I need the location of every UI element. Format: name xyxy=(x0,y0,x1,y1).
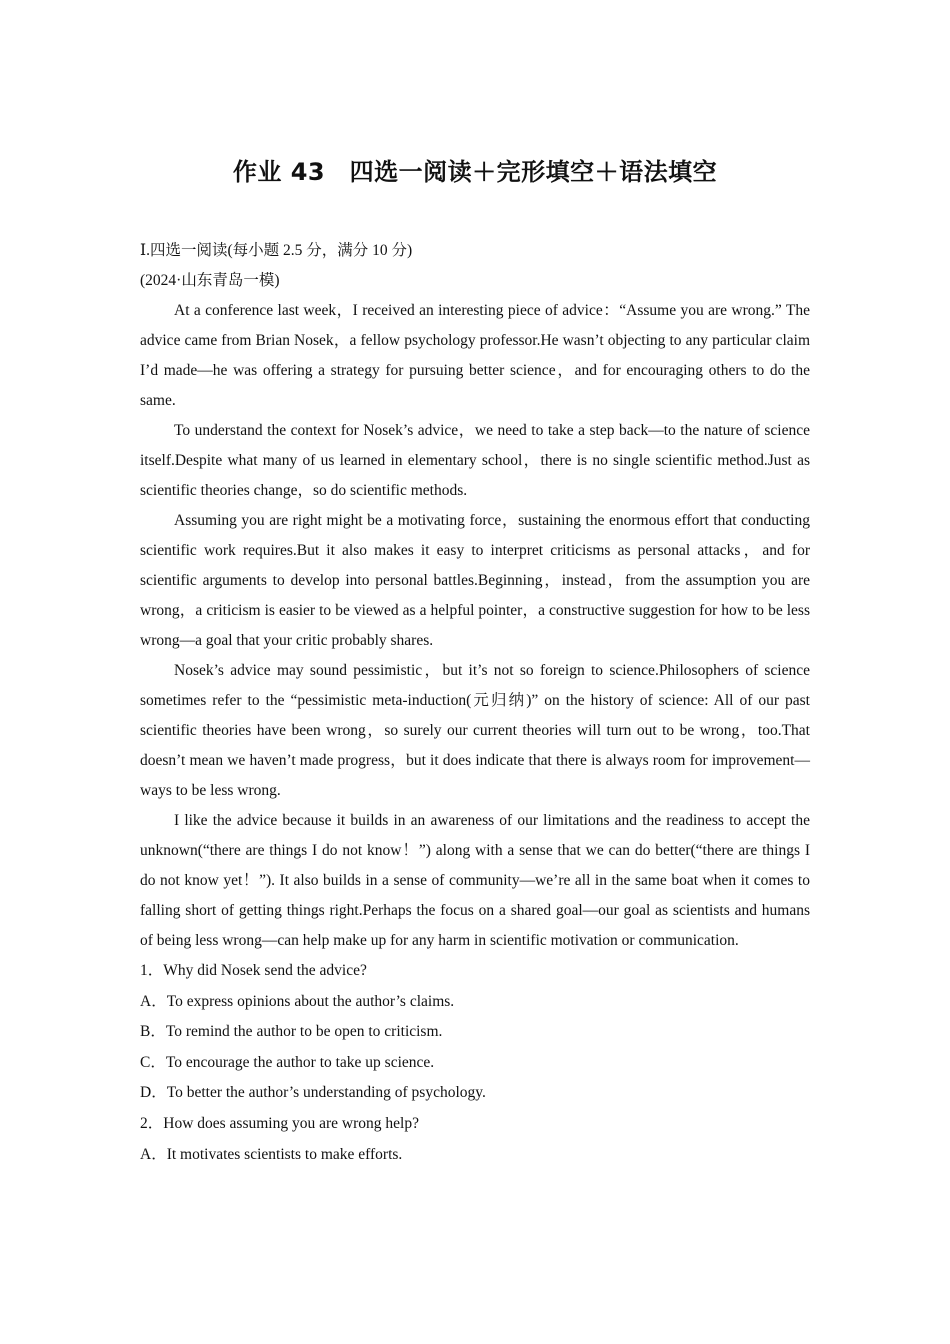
question-stem: 2．How does assuming you are wrong help? xyxy=(140,1114,419,1132)
passage-paragraph: Assuming you are right might be a motivating force，sustaining the enormous effort that conducting scientific work requires.But it also makes it easy to interpret criticisms as personal attacks，and for scientific arguments to develop into personal battles.Beginning，instead，from the assumption you are wrong，a criticism is easier to be viewed as a helpful pointer，a constructive suggestion for how to be less wrong—a goal that your critic probably shares. xyxy=(140,512,810,649)
answer-option: A．To express opinions about the author’s claims. xyxy=(140,992,455,1010)
passage-paragraph: To understand the context for Nosek’s advice，we need to take a step back—to the nature of science itself.Despite what many of us learned in elementary school，there is no single scientific method.Just as scientific theories change，so do scientific methods. xyxy=(140,422,810,499)
question-stem: 1．Why did Nosek send the advice? xyxy=(140,962,367,979)
content-body xyxy=(140,236,810,1170)
answer-option: A．It motivates scientists to make efforts. xyxy=(140,1145,403,1163)
passage-paragraph: Nosek’s advice may sound pessimistic，but it’s not so foreign to science.Philosophers of science sometimes refer to the “pessimistic meta-induction(元归纳)” on the history of science: All of our past scientific theories have been wrong，so surely our current theories will turn out to be wrong，too.That doesn’t mean we haven’t made progress，but it does indicate that there is always room for improvement—ways to be less wrong. xyxy=(140,662,810,799)
section-heading: Ⅰ.四选一阅读(每小题 2.5 分，满分 10 分) xyxy=(140,242,413,259)
source-note: (2024·山东青岛一模) xyxy=(140,272,280,289)
page-title: 作业 43 四选一阅读＋完形填空＋语法填空 xyxy=(232,158,718,186)
answer-option: C．To encourage the author to take up science. xyxy=(140,1053,435,1071)
answer-option: B．To remind the author to be open to criticism. xyxy=(140,1023,443,1041)
passage-paragraph: I like the advice because it builds in an awareness of our limitations and the readiness to accept the unknown(“there are things I do not know！”) along with a sense that we can do better(“there are things I do not know yet！”). It also builds in a sense of community—we’re all in the same boat when it comes to falling short of getting things right.Perhaps the focus on a shared goal—our goal as scientists and humans of being less wrong—can help make up for any harm in scientific motivation or communication. xyxy=(140,812,810,949)
passage-paragraph: At a conference last week，I received an interesting piece of advice：“Assume you are wrong.” The advice came from Brian Nosek，a fellow psychology professor.He wasn’t objecting to any particular claim I’d made—he was offering a strategy for pursuing better science，and for encouraging others to do the same. xyxy=(140,302,810,409)
answer-option: D．To better the author’s understanding of psychology. xyxy=(140,1084,486,1102)
